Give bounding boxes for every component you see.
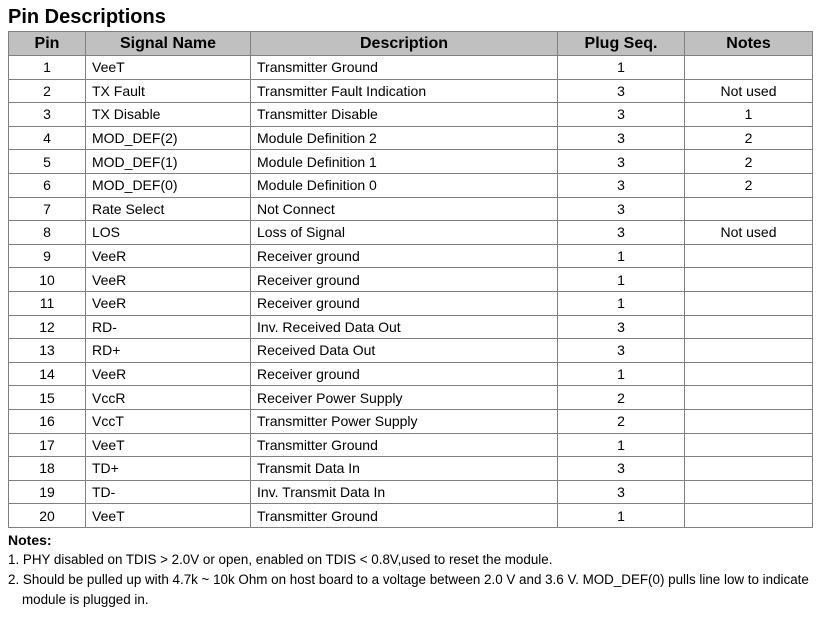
cell-pin: 15 bbox=[9, 386, 86, 410]
cell-signal-name: VeeR bbox=[86, 268, 251, 292]
cell-notes bbox=[685, 244, 813, 268]
cell-signal-name: VeeR bbox=[86, 291, 251, 315]
cell-notes: Not used bbox=[685, 79, 813, 103]
cell-signal-name: VeeT bbox=[86, 504, 251, 528]
notes-section bbox=[8, 530, 814, 610]
cell-notes bbox=[685, 386, 813, 410]
cell-notes bbox=[685, 291, 813, 315]
cell-pin: 6 bbox=[9, 173, 86, 197]
cell-notes: 2 bbox=[685, 173, 813, 197]
table-row bbox=[9, 315, 813, 339]
cell-description: Received Data Out bbox=[251, 339, 558, 363]
cell-notes bbox=[685, 433, 813, 457]
table-row bbox=[9, 386, 813, 410]
cell-description: Transmitter Disable bbox=[251, 103, 558, 127]
cell-signal-name: RD- bbox=[86, 315, 251, 339]
cell-plug-seq: 3 bbox=[558, 173, 685, 197]
cell-notes: 1 bbox=[685, 103, 813, 127]
table-row bbox=[9, 221, 813, 245]
cell-signal-name: VccT bbox=[86, 409, 251, 433]
cell-description: Receiver ground bbox=[251, 291, 558, 315]
cell-signal-name: VeeR bbox=[86, 362, 251, 386]
cell-signal-name: MOD_DEF(1) bbox=[86, 150, 251, 174]
cell-plug-seq: 3 bbox=[558, 197, 685, 221]
cell-plug-seq: 3 bbox=[558, 150, 685, 174]
header-pin: Pin bbox=[9, 32, 86, 56]
cell-description: Not Connect bbox=[251, 197, 558, 221]
note-item-2: 2. Should be pulled up with 4.7k ~ 10k Ohm on host board to a voltage between 2.0 V and 3.6 V. MOD_DEF(0) pulls line low to indicate module is plugged in. bbox=[8, 572, 809, 607]
table-row bbox=[9, 291, 813, 315]
table-row bbox=[9, 79, 813, 103]
cell-signal-name: TX Fault bbox=[86, 79, 251, 103]
cell-plug-seq: 3 bbox=[558, 315, 685, 339]
cell-signal-name: TD+ bbox=[86, 457, 251, 481]
cell-notes: Not used bbox=[685, 221, 813, 245]
cell-signal-name: VeeR bbox=[86, 244, 251, 268]
table-row bbox=[9, 126, 813, 150]
cell-plug-seq: 3 bbox=[558, 480, 685, 504]
cell-description: Receiver Power Supply bbox=[251, 386, 558, 410]
header-notes: Notes bbox=[685, 32, 813, 56]
cell-notes bbox=[685, 409, 813, 433]
cell-plug-seq: 3 bbox=[558, 103, 685, 127]
cell-pin: 4 bbox=[9, 126, 86, 150]
cell-pin: 9 bbox=[9, 244, 86, 268]
cell-notes bbox=[685, 362, 813, 386]
table-row bbox=[9, 409, 813, 433]
cell-description: Loss of Signal bbox=[251, 221, 558, 245]
table-row bbox=[9, 103, 813, 127]
cell-signal-name: TD- bbox=[86, 480, 251, 504]
table-row bbox=[9, 433, 813, 457]
cell-pin: 16 bbox=[9, 409, 86, 433]
cell-description: Receiver ground bbox=[251, 244, 558, 268]
table-row bbox=[9, 268, 813, 292]
table-row bbox=[9, 56, 813, 80]
cell-pin: 20 bbox=[9, 504, 86, 528]
cell-description: Transmitter Ground bbox=[251, 504, 558, 528]
cell-pin: 2 bbox=[9, 79, 86, 103]
cell-plug-seq: 1 bbox=[558, 56, 685, 80]
cell-signal-name: LOS bbox=[86, 221, 251, 245]
cell-pin: 17 bbox=[9, 433, 86, 457]
cell-notes bbox=[685, 339, 813, 363]
header-description: Description bbox=[251, 32, 558, 56]
cell-pin: 10 bbox=[9, 268, 86, 292]
cell-plug-seq: 1 bbox=[558, 291, 685, 315]
cell-pin: 5 bbox=[9, 150, 86, 174]
cell-plug-seq: 2 bbox=[558, 386, 685, 410]
cell-signal-name: Rate Select bbox=[86, 197, 251, 221]
table-row bbox=[9, 150, 813, 174]
cell-pin: 11 bbox=[9, 291, 86, 315]
cell-notes bbox=[685, 315, 813, 339]
cell-signal-name: TX Disable bbox=[86, 103, 251, 127]
table-row bbox=[9, 504, 813, 528]
cell-plug-seq: 3 bbox=[558, 221, 685, 245]
cell-description: Transmitter Ground bbox=[251, 56, 558, 80]
cell-notes: 2 bbox=[685, 150, 813, 174]
cell-description: Transmitter Power Supply bbox=[251, 409, 558, 433]
cell-plug-seq: 3 bbox=[558, 79, 685, 103]
cell-plug-seq: 1 bbox=[558, 504, 685, 528]
notes-heading: Notes: bbox=[8, 532, 52, 548]
header-row bbox=[9, 32, 813, 56]
cell-pin: 14 bbox=[9, 362, 86, 386]
table-row bbox=[9, 197, 813, 221]
cell-description: Inv. Transmit Data In bbox=[251, 480, 558, 504]
cell-description: Transmitter Fault Indication bbox=[251, 79, 558, 103]
cell-signal-name: VeeT bbox=[86, 56, 251, 80]
cell-signal-name: VeeT bbox=[86, 433, 251, 457]
table-row bbox=[9, 480, 813, 504]
cell-plug-seq: 3 bbox=[558, 126, 685, 150]
cell-notes bbox=[685, 197, 813, 221]
cell-plug-seq: 3 bbox=[558, 339, 685, 363]
table-row bbox=[9, 362, 813, 386]
cell-notes bbox=[685, 268, 813, 292]
table-row bbox=[9, 173, 813, 197]
cell-notes bbox=[685, 480, 813, 504]
cell-plug-seq: 1 bbox=[558, 362, 685, 386]
cell-pin: 18 bbox=[9, 457, 86, 481]
cell-description: Transmitter Ground bbox=[251, 433, 558, 457]
table-header bbox=[9, 32, 813, 56]
note-item-1: 1. PHY disabled on TDIS > 2.0V or open, enabled on TDIS < 0.8V,used to reset the module. bbox=[8, 552, 553, 567]
cell-pin: 3 bbox=[9, 103, 86, 127]
cell-plug-seq: 1 bbox=[558, 244, 685, 268]
page-title: Pin Descriptions bbox=[8, 6, 166, 28]
header-signal-name: Signal Name bbox=[86, 32, 251, 56]
cell-description: Inv. Received Data Out bbox=[251, 315, 558, 339]
cell-pin: 8 bbox=[9, 221, 86, 245]
cell-notes bbox=[685, 56, 813, 80]
cell-description: Module Definition 0 bbox=[251, 173, 558, 197]
cell-plug-seq: 3 bbox=[558, 457, 685, 481]
cell-signal-name: RD+ bbox=[86, 339, 251, 363]
cell-plug-seq: 1 bbox=[558, 433, 685, 457]
cell-signal-name: MOD_DEF(0) bbox=[86, 173, 251, 197]
cell-signal-name: MOD_DEF(2) bbox=[86, 126, 251, 150]
cell-description: Receiver ground bbox=[251, 362, 558, 386]
pin-descriptions-table bbox=[8, 31, 813, 528]
table-row bbox=[9, 244, 813, 268]
cell-description: Module Definition 1 bbox=[251, 150, 558, 174]
cell-plug-seq: 2 bbox=[558, 409, 685, 433]
cell-notes: 2 bbox=[685, 126, 813, 150]
cell-signal-name: VccR bbox=[86, 386, 251, 410]
cell-description: Module Definition 2 bbox=[251, 126, 558, 150]
table-row bbox=[9, 339, 813, 363]
cell-pin: 13 bbox=[9, 339, 86, 363]
cell-notes bbox=[685, 504, 813, 528]
cell-description: Receiver ground bbox=[251, 268, 558, 292]
cell-pin: 7 bbox=[9, 197, 86, 221]
table-body bbox=[9, 56, 813, 528]
cell-pin: 12 bbox=[9, 315, 86, 339]
header-plug-seq: Plug Seq. bbox=[558, 32, 685, 56]
cell-description: Transmit Data In bbox=[251, 457, 558, 481]
table-row bbox=[9, 457, 813, 481]
cell-plug-seq: 1 bbox=[558, 268, 685, 292]
cell-notes bbox=[685, 457, 813, 481]
cell-pin: 19 bbox=[9, 480, 86, 504]
cell-pin: 1 bbox=[9, 56, 86, 80]
